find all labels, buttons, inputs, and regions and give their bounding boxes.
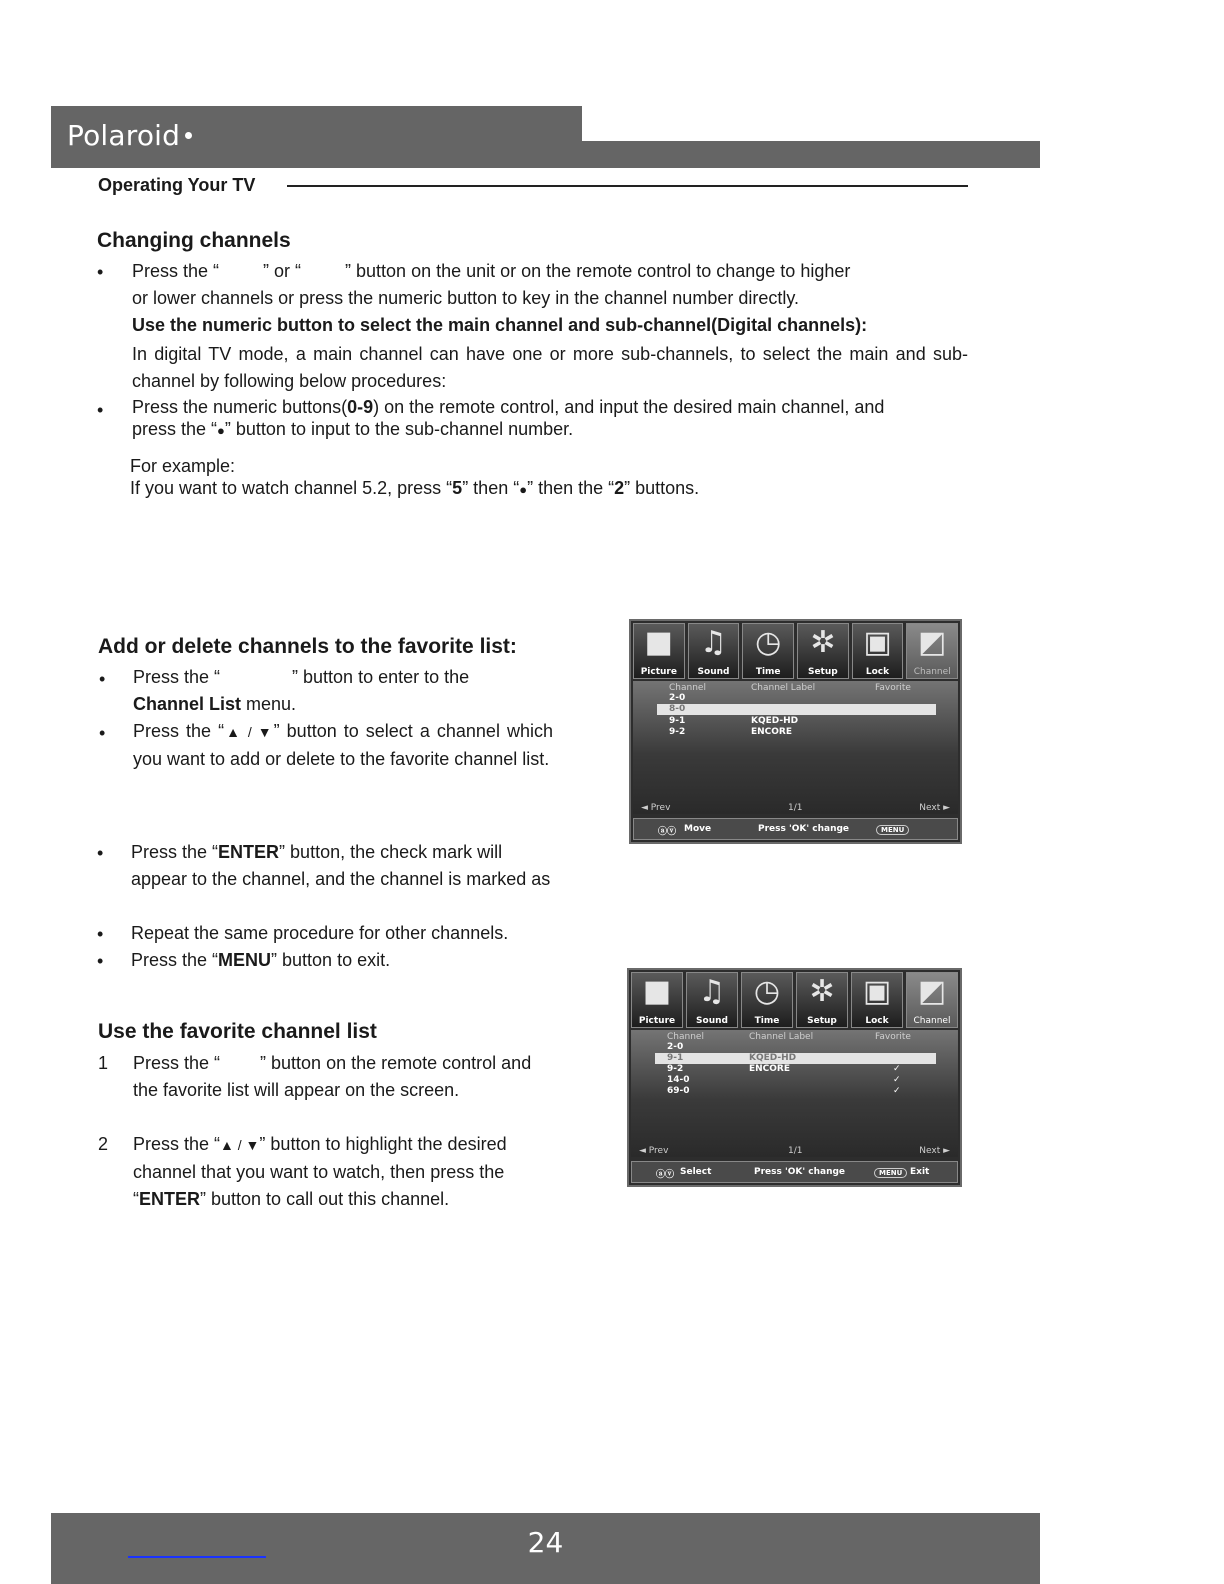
col-channel-label: Channel Label (751, 683, 816, 693)
checkmark-icon: ✓ (893, 1075, 901, 1085)
clock-icon: ◷ (755, 625, 782, 660)
channel-row: 69-0 ✓ (667, 1086, 901, 1096)
col-favorite: Favorite (875, 683, 911, 693)
tab-sound: ♫ Sound (686, 972, 738, 1028)
checkmark-icon: ✓ (893, 1064, 901, 1074)
channel-row: 9-2 ENCORE (669, 727, 793, 737)
channel-row: 9-1 KQED-HD (669, 716, 799, 726)
prev-page: ◄ Prev (639, 1146, 669, 1156)
step-number: 1 (98, 1053, 109, 1073)
up-down-arrows-icon: ▲ / ▼ (220, 1137, 260, 1153)
changing-channels-heading: Changing channels (97, 229, 291, 252)
tab-picture: ■ Picture (633, 623, 685, 679)
next-page: Next ► (919, 803, 950, 813)
logo-dot-icon (185, 132, 192, 139)
section-title: Operating Your TV (98, 175, 256, 195)
nav-arrows-icon: ⓐⓥ (656, 1170, 675, 1180)
bullet: • (97, 843, 104, 863)
satellite-icon: ◩ (917, 974, 947, 1009)
nav-arrows-icon: ⓐⓥ (658, 827, 677, 837)
tab-picture: ■ Picture (631, 972, 683, 1028)
clock-icon: ◷ (753, 974, 781, 1009)
menu-footer: ⓐⓥ Select Press 'OK' change MENU Exit (631, 1161, 958, 1183)
sound-icon: ♫ (700, 625, 727, 660)
brand-logo: Polaroid (67, 119, 192, 152)
channel-row-selected: 9-1 KQED-HD (655, 1053, 936, 1064)
menu-key-icon: MENU (876, 825, 909, 835)
tab-time: ◷ Time (741, 972, 793, 1028)
step-number: 2 (98, 1134, 109, 1154)
favorite-step-5: Press the “MENU” button to exit. (131, 950, 391, 970)
checkmark-icon: ✓ (893, 1086, 901, 1096)
tab-lock: ▣ Lock (851, 972, 903, 1028)
example-block: For example: If you want to watch channel 5.2, press “5” then “●” then the “2” buttons. (130, 456, 700, 498)
col-favorite: Favorite (875, 1032, 911, 1042)
tab-setup: ✲ Setup (797, 623, 849, 679)
tab-sound: ♫ Sound (688, 623, 740, 679)
camera-icon: ■ (642, 974, 672, 1009)
use-step-1: Press the “ ” button on the remote control and the favorite list will appear on the screen. (133, 1053, 532, 1100)
channel-row-selected: 8-0 (657, 704, 936, 715)
bullet: • (99, 669, 106, 689)
channel-list-panel (633, 681, 958, 814)
bullet: • (97, 924, 104, 944)
favorite-list-panel (631, 1030, 958, 1157)
changing-para-3: Press the numeric buttons(0-9) on the remote control, and input the desired main channel, and press the “●” button to input to the sub-channel number. (132, 397, 885, 439)
tab-setup: ✲ Setup (796, 972, 848, 1028)
use-favorite-heading: Use the favorite channel list (98, 1020, 377, 1043)
page-number: 24 (527, 1526, 564, 1559)
menu-tabs (633, 623, 958, 679)
favorite-step-2: Press the “▲ / ▼” button to select a channel which you want to add or delete to the favorite channel list. (133, 721, 553, 769)
tab-lock: ▣ Lock (852, 623, 904, 679)
footer-link-underline (128, 1556, 266, 1558)
channel-row: 9-2 ENCORE ✓ (667, 1064, 901, 1074)
lock-icon: ▣ (863, 625, 892, 660)
menu-footer: ⓐⓥ Move Press 'OK' change MENU (633, 818, 958, 840)
channel-row: 2-0 (669, 693, 686, 703)
col-channel-label: Channel Label (749, 1032, 814, 1042)
next-page: Next ► (919, 1146, 950, 1156)
favorite-step-4: Repeat the same procedure for other channels. (131, 923, 509, 943)
dot-icon: ● (519, 482, 528, 497)
camera-icon: ■ (644, 625, 674, 660)
sound-icon: ♫ (698, 974, 726, 1009)
bullet: • (99, 723, 106, 743)
channel-row: 14-0 ✓ (667, 1075, 901, 1085)
channel-row: 2-0 (667, 1042, 684, 1052)
section-divider (287, 185, 968, 187)
col-channel: Channel (669, 683, 706, 693)
prev-page: ◄ Prev (641, 803, 671, 813)
favorite-heading: Add or delete channels to the favorite list: (98, 635, 517, 658)
page-indicator: 1/1 (788, 803, 803, 813)
header-bar-extension (580, 141, 1040, 168)
menu-key-icon: MENU (874, 1168, 907, 1178)
tab-time: ◷ Time (742, 623, 794, 679)
channel-list-menu-screenshot (629, 619, 962, 844)
bullet: • (97, 951, 104, 971)
bullet: • (97, 400, 104, 420)
bullet: • (97, 262, 104, 282)
use-step-2: Press the “▲ / ▼” button to highlight the desired channel that you want to watch, then press the “ENTER” button to call out this channel. (133, 1134, 507, 1209)
col-channel: Channel (667, 1032, 704, 1042)
changing-para-2: In digital TV mode, a main channel can have one or more sub-channels, to select the main and sub-channel by following below procedures: (132, 344, 968, 391)
favorite-step-3: Press the “ENTER” button, the check mark will appear to the channel, and the channel is marked as (131, 842, 551, 889)
lock-icon: ▣ (862, 974, 892, 1009)
favorite-list-menu-screenshot (627, 968, 962, 1187)
menu-tabs (631, 972, 958, 1028)
numeric-button-instruction: Use the numeric button to select the main channel and sub-channel(Digital channels): (132, 315, 868, 335)
gear-icon: ✲ (809, 974, 835, 1009)
dot-icon: ● (217, 423, 225, 438)
satellite-icon: ◩ (918, 625, 947, 660)
tab-channel: ◩ Channel (906, 623, 958, 679)
tab-channel: ◩ Channel (906, 972, 958, 1028)
favorite-step-1: Press the “ ” button to enter to the Channel List menu. (133, 667, 470, 714)
up-down-arrows-icon: ▲ / ▼ (224, 724, 274, 740)
gear-icon: ✲ (810, 625, 836, 660)
page-indicator: 1/1 (788, 1146, 803, 1156)
changing-para-1: Press the “ ” or “ ” button on the unit or on the remote control to change to higher or lower channels or press the numeric button to key in the channel number directly. (132, 261, 851, 308)
